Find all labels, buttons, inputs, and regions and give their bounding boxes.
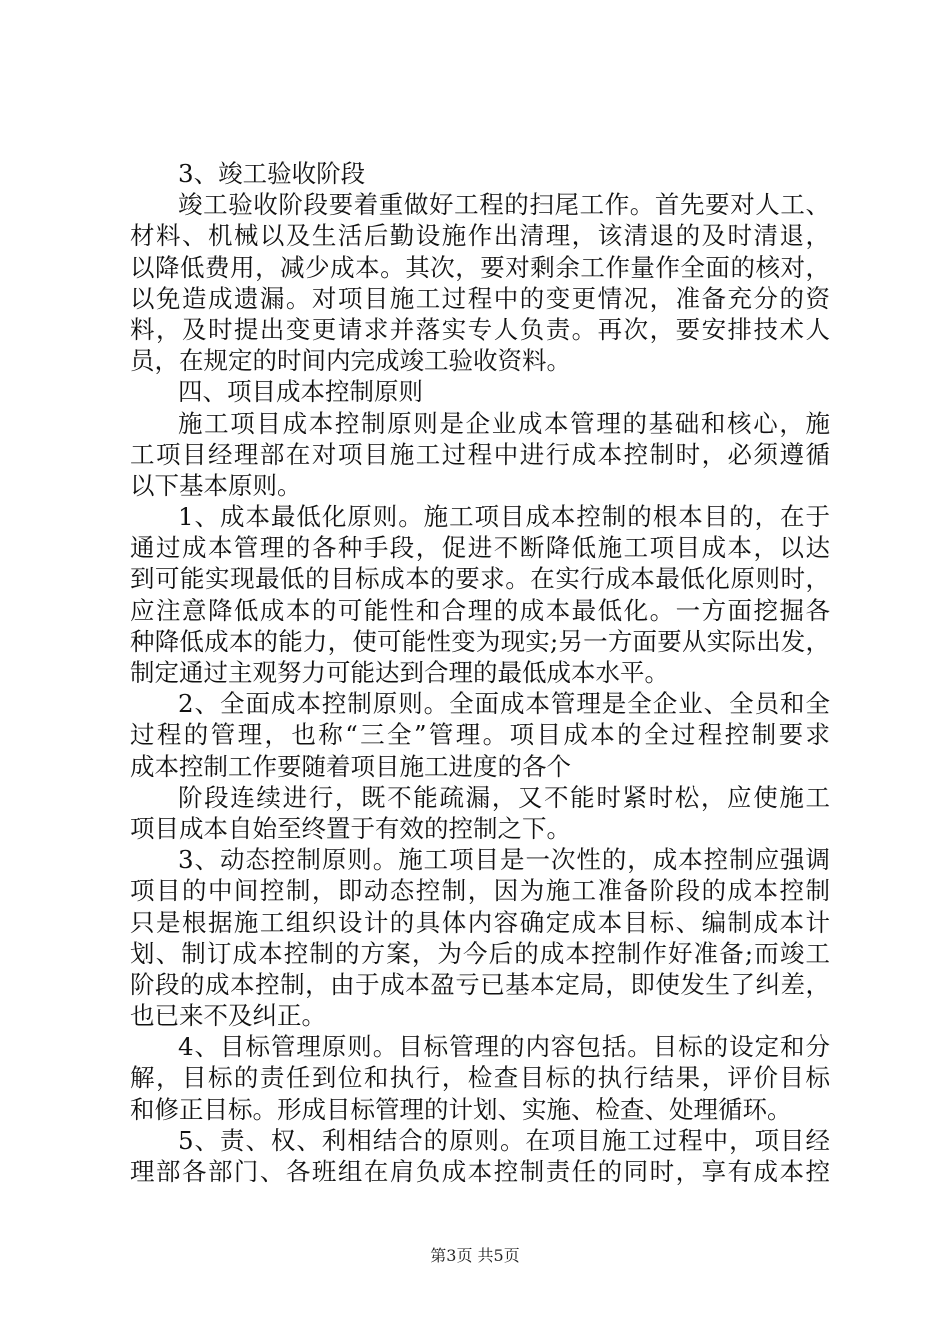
text-line: 阶段连续进行，既不能疏漏，又不能时紧时松，应使施工 bbox=[178, 782, 830, 812]
text-line: 制定通过主观努力可能达到合理的最低成本水平。 bbox=[130, 658, 669, 687]
text-line: 四、项目成本控制原则 bbox=[178, 377, 423, 407]
text-line: 解，目标的责任到位和执行，检查目标的执行结果，评价目标 bbox=[130, 1063, 830, 1093]
text-line: 以下基本原则。 bbox=[130, 470, 302, 500]
text-line: 项目成本自始至终置于有效的控制之下。 bbox=[130, 813, 571, 843]
text-line: 以降低费用，减少成本。其次，要对剩余工作量作全面的核对， bbox=[130, 252, 830, 282]
text-line: 4、目标管理原则。目标管理的内容包括。目标的设定和分 bbox=[178, 1032, 830, 1062]
text-line: 5、责、权、利相结合的原则。在项目施工过程中，项目经 bbox=[178, 1125, 830, 1155]
text-line: 划、制订成本控制的方案，为今后的成本控制作好准备;而竣工 bbox=[130, 938, 830, 968]
document-body bbox=[130, 158, 830, 1187]
text-line: 料，及时提出变更请求并落实专人负责。再次，要安排技术人 bbox=[130, 314, 830, 344]
text-line: 竣工验收阶段要着重做好工程的扫尾工作。首先要对人工、 bbox=[178, 190, 830, 220]
text-line: 成本控制工作要随着项目施工进度的各个 bbox=[130, 751, 571, 781]
page-footer: 第3页 共5页 bbox=[430, 1246, 520, 1265]
text-line: 材料、机械以及生活后勤设施作出清理，该清退的及时清退， bbox=[130, 221, 830, 251]
text-line: 到可能实现最低的目标成本的要求。在实行成本最低化原则时， bbox=[130, 564, 830, 594]
text-line: 应注意降低成本的可能性和合理的成本最低化。一方面挖掘各 bbox=[130, 595, 830, 625]
text-line: 也已来不及纠正。 bbox=[130, 1001, 326, 1031]
text-line: 2、全面成本控制原则。全面成本管理是全企业、全员和全 bbox=[178, 689, 830, 719]
text-line: 3、竣工验收阶段 bbox=[178, 159, 366, 188]
text-line: 理部各部门、各班组在肩负成本控制责任的同时，享有成本控 bbox=[130, 1157, 830, 1186]
text-line: 种降低成本的能力，使可能性变为现实;另一方面要从实际出发， bbox=[130, 626, 830, 656]
text-line: 1、成本最低化原则。施工项目成本控制的根本目的，在于 bbox=[178, 502, 830, 532]
text-line: 工项目经理部在对项目施工过程中进行成本控制时，必须遵循 bbox=[130, 439, 830, 469]
text-line: 3、动态控制原则。施工项目是一次性的，成本控制应强调 bbox=[178, 845, 830, 875]
text-line: 以免造成遗漏。对项目施工过程中的变更情况，准备充分的资 bbox=[130, 283, 830, 313]
text-line: 过程的管理，也称“三全”管理。项目成本的全过程控制要求 bbox=[130, 720, 830, 750]
text-line: 通过成本管理的各种手段，促进不断降低施工项目成本，以达 bbox=[130, 533, 830, 563]
text-line: 施工项目成本控制原则是企业成本管理的基础和核心，施 bbox=[178, 408, 830, 438]
text-line: 员，在规定的时间内完成竣工验收资料。 bbox=[130, 346, 571, 376]
text-line: 阶段的成本控制，由于成本盈亏已基本定局，即使发生了纠差， bbox=[130, 969, 830, 999]
text-line: 项目的中间控制，即动态控制，因为施工准备阶段的成本控制 bbox=[130, 876, 830, 906]
text-line: 和修正目标。形成目标管理的计划、实施、检查、处理循环。 bbox=[130, 1094, 792, 1124]
text-line: 只是根据施工组织设计的具体内容确定成本目标、编制成本计 bbox=[130, 907, 830, 937]
